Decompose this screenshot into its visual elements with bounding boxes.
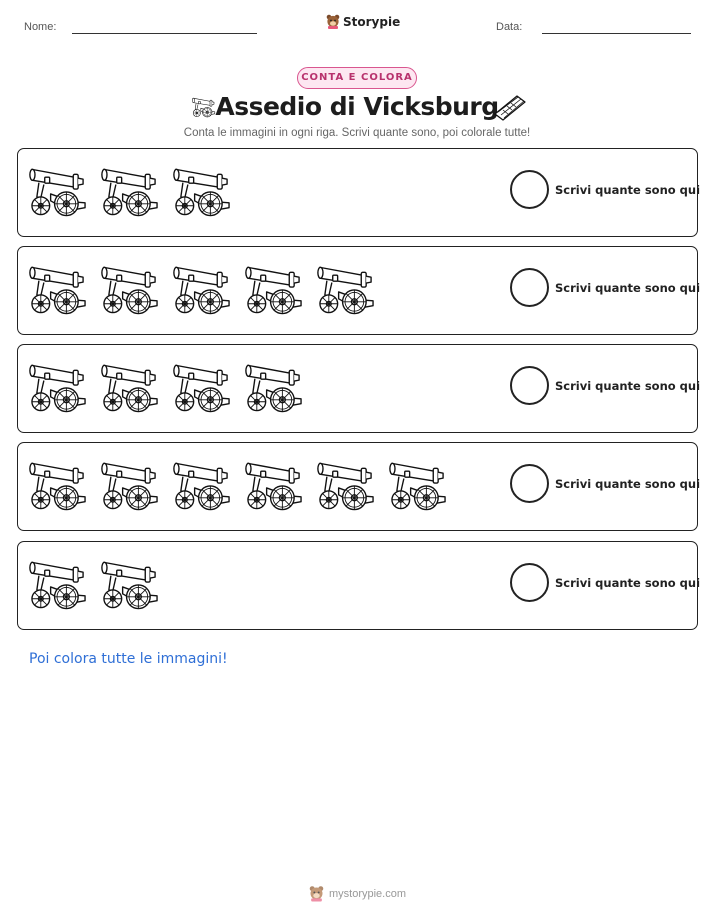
answer-circle[interactable] [510, 366, 549, 405]
cannon-icon[interactable] [101, 357, 160, 417]
counting-row [17, 344, 701, 433]
cannon-icon[interactable] [245, 259, 304, 319]
cannon-icon[interactable] [173, 357, 232, 417]
bear-logo-icon [309, 885, 324, 902]
cannon-icon[interactable] [29, 554, 88, 614]
cannon-icon[interactable] [29, 455, 88, 515]
cannon-icon[interactable] [101, 554, 160, 614]
answer-label: Scrivi quante sono qui [555, 183, 701, 197]
cannon-icon[interactable] [317, 259, 376, 319]
footer-url: mystorypie.com [329, 887, 407, 900]
activity-badge: CONTA E COLORA [297, 67, 417, 89]
fortification-icon [493, 92, 527, 122]
answer-circle[interactable] [510, 464, 549, 503]
answer-circle[interactable] [510, 563, 549, 602]
cannon-icon[interactable] [245, 455, 304, 515]
date-label: Data: [496, 21, 523, 33]
cannon-icon[interactable] [245, 357, 304, 417]
brand-name: Storypie [343, 14, 401, 29]
bear-logo-icon [326, 14, 340, 29]
cannon-group [29, 554, 160, 614]
brand [326, 14, 400, 29]
name-line[interactable] [72, 33, 257, 34]
cannon-icon[interactable] [173, 455, 232, 515]
cannon-icon[interactable] [317, 455, 376, 515]
answer-circle[interactable] [510, 268, 549, 307]
date-line[interactable] [542, 33, 691, 34]
cannon-icon[interactable] [101, 259, 160, 319]
cannon-icon[interactable] [173, 161, 232, 221]
worksheet-header [0, 0, 714, 50]
cannon-group [29, 455, 448, 515]
counting-row [17, 541, 701, 630]
answer-label: Scrivi quante sono qui [555, 477, 701, 491]
cannon-icon[interactable] [101, 455, 160, 515]
cannon-icon[interactable] [29, 161, 88, 221]
answer-label: Scrivi quante sono qui [555, 576, 701, 590]
footer-brand [309, 885, 406, 902]
cannon-icon[interactable] [389, 455, 448, 515]
cannon-group [29, 161, 232, 221]
cannon-icon[interactable] [173, 259, 232, 319]
cannon-icon[interactable] [29, 357, 88, 417]
cannon-group [29, 357, 304, 417]
answer-label: Scrivi quante sono qui [555, 379, 701, 393]
cannon-icon[interactable] [29, 259, 88, 319]
counting-row [17, 148, 701, 237]
page-title: Assedio di Vicksburg [215, 92, 499, 121]
coloring-note: Poi colora tutte le immagini! [29, 651, 228, 667]
name-label: Nome: [24, 21, 57, 33]
cannon-group [29, 259, 376, 319]
counting-row [17, 442, 701, 531]
counting-row [17, 246, 701, 335]
answer-label: Scrivi quante sono qui [555, 281, 701, 295]
instructions: Conta le immagini in ogni riga. Scrivi quante sono, poi colorale tutte! [183, 127, 531, 139]
cannon-icon[interactable] [101, 161, 160, 221]
answer-circle[interactable] [510, 170, 549, 209]
